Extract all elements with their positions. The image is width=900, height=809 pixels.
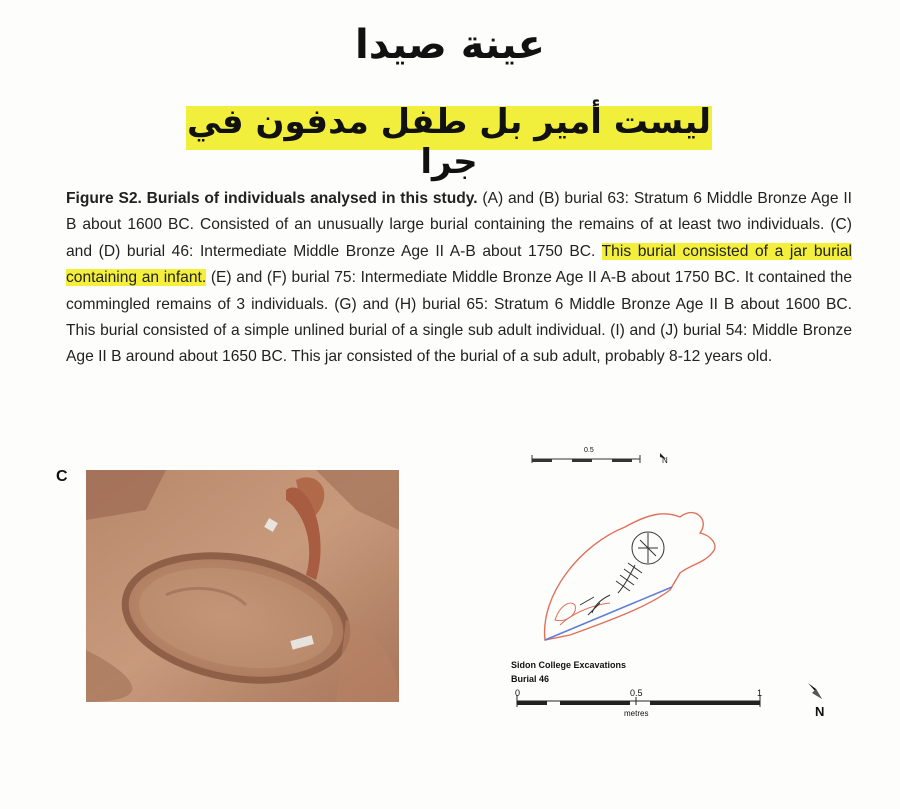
jar-outline xyxy=(545,513,715,640)
excavation-photo xyxy=(86,470,399,702)
skeleton-drawing xyxy=(580,532,664,615)
caption-text-before: (A) and (B) burial 63: Stratum 6 Middle Bronze Age II B about 1600 BC. Consisted of an unusually large burial containing the remains of at least two individuals. (C) and (D) burial 46: Intermediate Middle Bronze Age II A-B about 1750 BC. xyxy=(66,190,852,260)
burial-plan-drawing xyxy=(500,445,860,725)
figure-caption xyxy=(66,186,852,371)
scale-unit: metres xyxy=(624,709,649,718)
scale-mid: 0.5 xyxy=(630,688,643,698)
figure-label: Figure S2. Burials of individuals analysed in this study. xyxy=(66,190,478,207)
top-scale-label: 0.5 xyxy=(584,447,594,454)
arabic-subtitle: ليست أمير بل طفل مدفون في جرا xyxy=(186,102,712,182)
highlighted-sentence: This burial consisted of a jar burial containing an infant. xyxy=(66,242,852,287)
top-north-label: N xyxy=(662,456,668,465)
caption-text-after: (E) and (F) burial 75: Intermediate Middle Bronze Age II A-B about 1750 BC. It contained the commingled remains of 3 individuals. (G) and (H) burial 65: Stratum 6 Middle Bronze Age II B about 1600 BC. This burial consisted of a simple unlined burial of a single sub adult individual. (I) and (J) burial 54: Middle Bronze Age II B around about 1650 BC. This jar consisted of the burial of a sub adult, probably 8-12 years old. xyxy=(66,269,852,366)
top-scale-bar xyxy=(532,455,640,463)
burial-label: Burial 46 xyxy=(511,674,550,684)
panel-letter: C xyxy=(56,468,68,485)
baseline xyxy=(545,587,672,640)
arabic-title: عينة صيدا xyxy=(355,22,545,68)
scale-end: 1 xyxy=(757,688,763,698)
north-label: N xyxy=(815,704,825,719)
north-arrow-icon xyxy=(808,683,822,699)
scale-zero: 0 xyxy=(515,688,521,698)
site-title: Sidon College Excavations xyxy=(511,660,627,670)
